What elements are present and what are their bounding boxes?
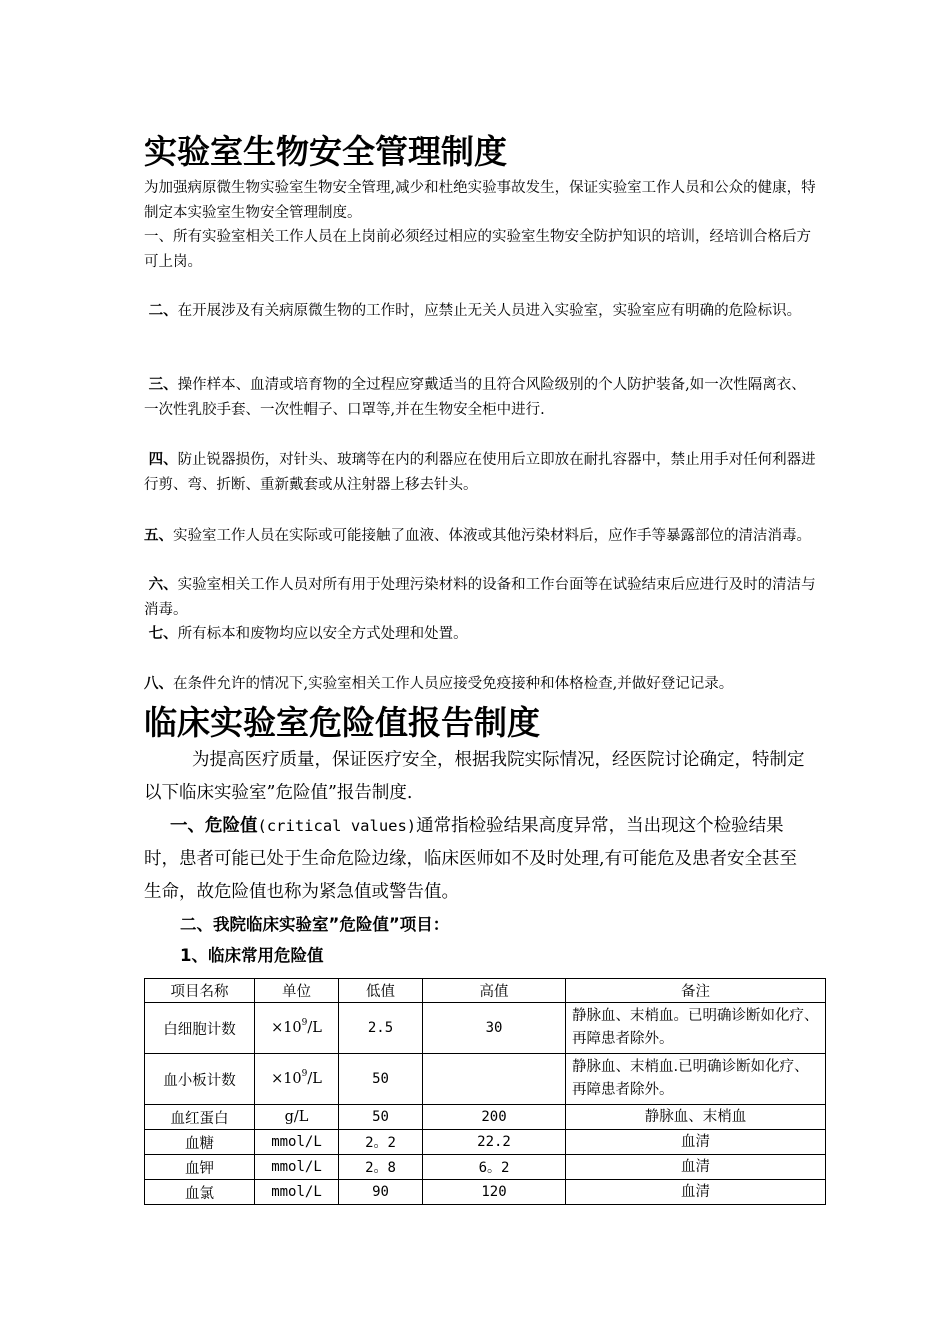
rule-num-4: 四、	[148, 452, 178, 468]
cell-name: 血钾	[145, 1155, 255, 1180]
header-note: 备注	[566, 979, 826, 1003]
rule-text-4: 防止锐器损伤，对针头、玻璃等在内的利器应在使用后立即放在耐扎容器中，禁止用手对任何利器进行剪、弯、折断、重新戴套或从注射器上移去针头。	[144, 452, 816, 493]
cell-name: 血糖	[145, 1130, 255, 1155]
table-row	[145, 1180, 826, 1205]
header-high: 高值	[423, 979, 566, 1003]
rule-item-3	[144, 373, 816, 422]
rule-num-5: 五、	[144, 528, 173, 544]
rule-num-3: 三、	[148, 377, 178, 393]
cell-high: 22.2	[423, 1130, 566, 1155]
unit-base: ×10	[271, 1071, 302, 1087]
rule-item-1	[144, 225, 816, 274]
definition-num: 一、	[170, 816, 205, 836]
cell-unit	[255, 1054, 339, 1105]
rule-item-7	[144, 622, 816, 647]
unit-exponent: 9	[301, 1018, 308, 1028]
definition-english: (critical values)	[257, 817, 417, 835]
table-header-row	[145, 979, 826, 1003]
rule-item-4	[144, 448, 816, 497]
rule-text-8: 在条件允许的情况下,实验室相关工作人员应接受免疫接种和体格检查,并做好登记记录。	[173, 676, 734, 692]
cell-low: 2。2	[339, 1130, 423, 1155]
cell-note: 静脉血、末梢血。已明确诊断如化疗、再障患者除外。	[566, 1003, 826, 1054]
cell-name: 血氯	[145, 1180, 255, 1205]
header-item-name: 项目名称	[145, 979, 255, 1003]
section1-intro: 为加强病原微生物实验室生物安全管理,减少和杜绝实验事故发生，保证实验室工作人员和公众的健康，特制定本实验室生物安全管理制度。	[144, 180, 816, 221]
cell-low: 2。8	[339, 1155, 423, 1180]
header-low: 低值	[339, 979, 423, 1003]
table-row	[145, 1003, 826, 1054]
rule-item-6	[144, 573, 816, 622]
cell-low: 90	[339, 1180, 423, 1205]
common-values-heading: 1、临床常用危险值	[180, 946, 324, 965]
section2-title: 临床实验室危险值报告制度	[144, 703, 540, 742]
cell-name: 血小板计数	[145, 1054, 255, 1105]
unit-suffix: /L	[307, 1071, 322, 1087]
cell-high: 120	[423, 1180, 566, 1205]
cell-note: 血清	[566, 1130, 826, 1155]
rule-num-1: 一、	[144, 229, 173, 245]
cell-unit	[255, 1003, 339, 1054]
cell-high: 200	[423, 1105, 566, 1130]
rule-text-1: 所有实验室相关工作人员在上岗前必须经过相应的实验室生物安全防护知识的培训，经培训合格后方可上岗。	[144, 229, 811, 270]
table-row	[145, 1130, 826, 1155]
cell-high	[423, 1054, 566, 1105]
cell-unit: mmol/L	[255, 1155, 339, 1180]
rule-text-6: 实验室相关工作人员对所有用于处理污染材料的设备和工作台面等在试验结束后应进行及时的清洁与消毒。	[144, 577, 816, 618]
section2-intro: 为提高医疗质量，保证医疗安全，根据我院实际情况，经医院讨论确定，特制定以下临床实验室”危险值”报告制度.	[144, 750, 805, 803]
cell-note: 静脉血、末梢血.已明确诊断如化疗、再障患者除外。	[566, 1054, 826, 1105]
rule-text-7: 所有标本和废物均应以安全方式处理和处置。	[177, 626, 468, 642]
cell-note: 血清	[566, 1155, 826, 1180]
header-unit: 单位	[255, 979, 339, 1003]
cell-low: 50	[339, 1054, 423, 1105]
cell-low: 2.5	[339, 1003, 423, 1054]
rule-text-3: 操作样本、血清或培育物的全过程应穿戴适当的且符合风险级别的个人防护装备,如一次性隔离衣、一次性乳胶手套、一次性帽子、口罩等,并在生物安全柜中进行.	[144, 377, 806, 418]
rule-num-2: 二、	[148, 303, 178, 319]
cell-low: 50	[339, 1105, 423, 1130]
cell-high: 30	[423, 1003, 566, 1054]
rule-text-2: 在开展涉及有关病原微生物的工作时，应禁止无关人员进入实验室，实验室应有明确的危险标识。	[177, 303, 802, 319]
cell-note: 血清	[566, 1180, 826, 1205]
unit-exponent: 9	[301, 1069, 308, 1079]
cell-note: 静脉血、末梢血	[566, 1105, 826, 1130]
rule-num-7: 七、	[148, 626, 178, 642]
cell-high: 6。2	[423, 1155, 566, 1180]
definition-text: 通常指检验结果高度异常，当出现这个检验结果时，患者可能已处于生命危险边缘，临床医师如不及时处理,有可能危及患者安全甚至生命，故危险值也称为紧急值或警告值。	[144, 816, 798, 902]
rule-num-6: 六、	[148, 577, 178, 593]
cell-name: 血红蛋白	[145, 1105, 255, 1130]
unit-base: ×10	[271, 1020, 302, 1036]
critical-value-definition	[144, 810, 810, 909]
unit-suffix: /L	[307, 1020, 322, 1036]
rule-text-5: 实验室工作人员在实际或可能接触了血液、体液或其他污染材料后，应作手等暴露部位的清洁消毒。	[173, 528, 811, 544]
items-heading: 二、我院临床实验室”危险值”项目：	[180, 915, 450, 934]
rule-num-8: 八、	[144, 676, 173, 692]
critical-values-table	[144, 978, 826, 1205]
rule-item-2	[144, 299, 816, 324]
cell-name: 白细胞计数	[145, 1003, 255, 1054]
cell-unit: mmol/L	[255, 1180, 339, 1205]
cell-unit: mmol/L	[255, 1130, 339, 1155]
definition-term: 危险值	[205, 816, 258, 836]
rule-item-8	[144, 672, 816, 697]
section1-title: 实验室生物安全管理制度	[144, 132, 507, 171]
table-row	[145, 1155, 826, 1180]
table-row	[145, 1105, 826, 1130]
rule-item-5	[144, 524, 816, 549]
cell-unit: g/L	[255, 1105, 339, 1130]
table-row	[145, 1054, 826, 1105]
